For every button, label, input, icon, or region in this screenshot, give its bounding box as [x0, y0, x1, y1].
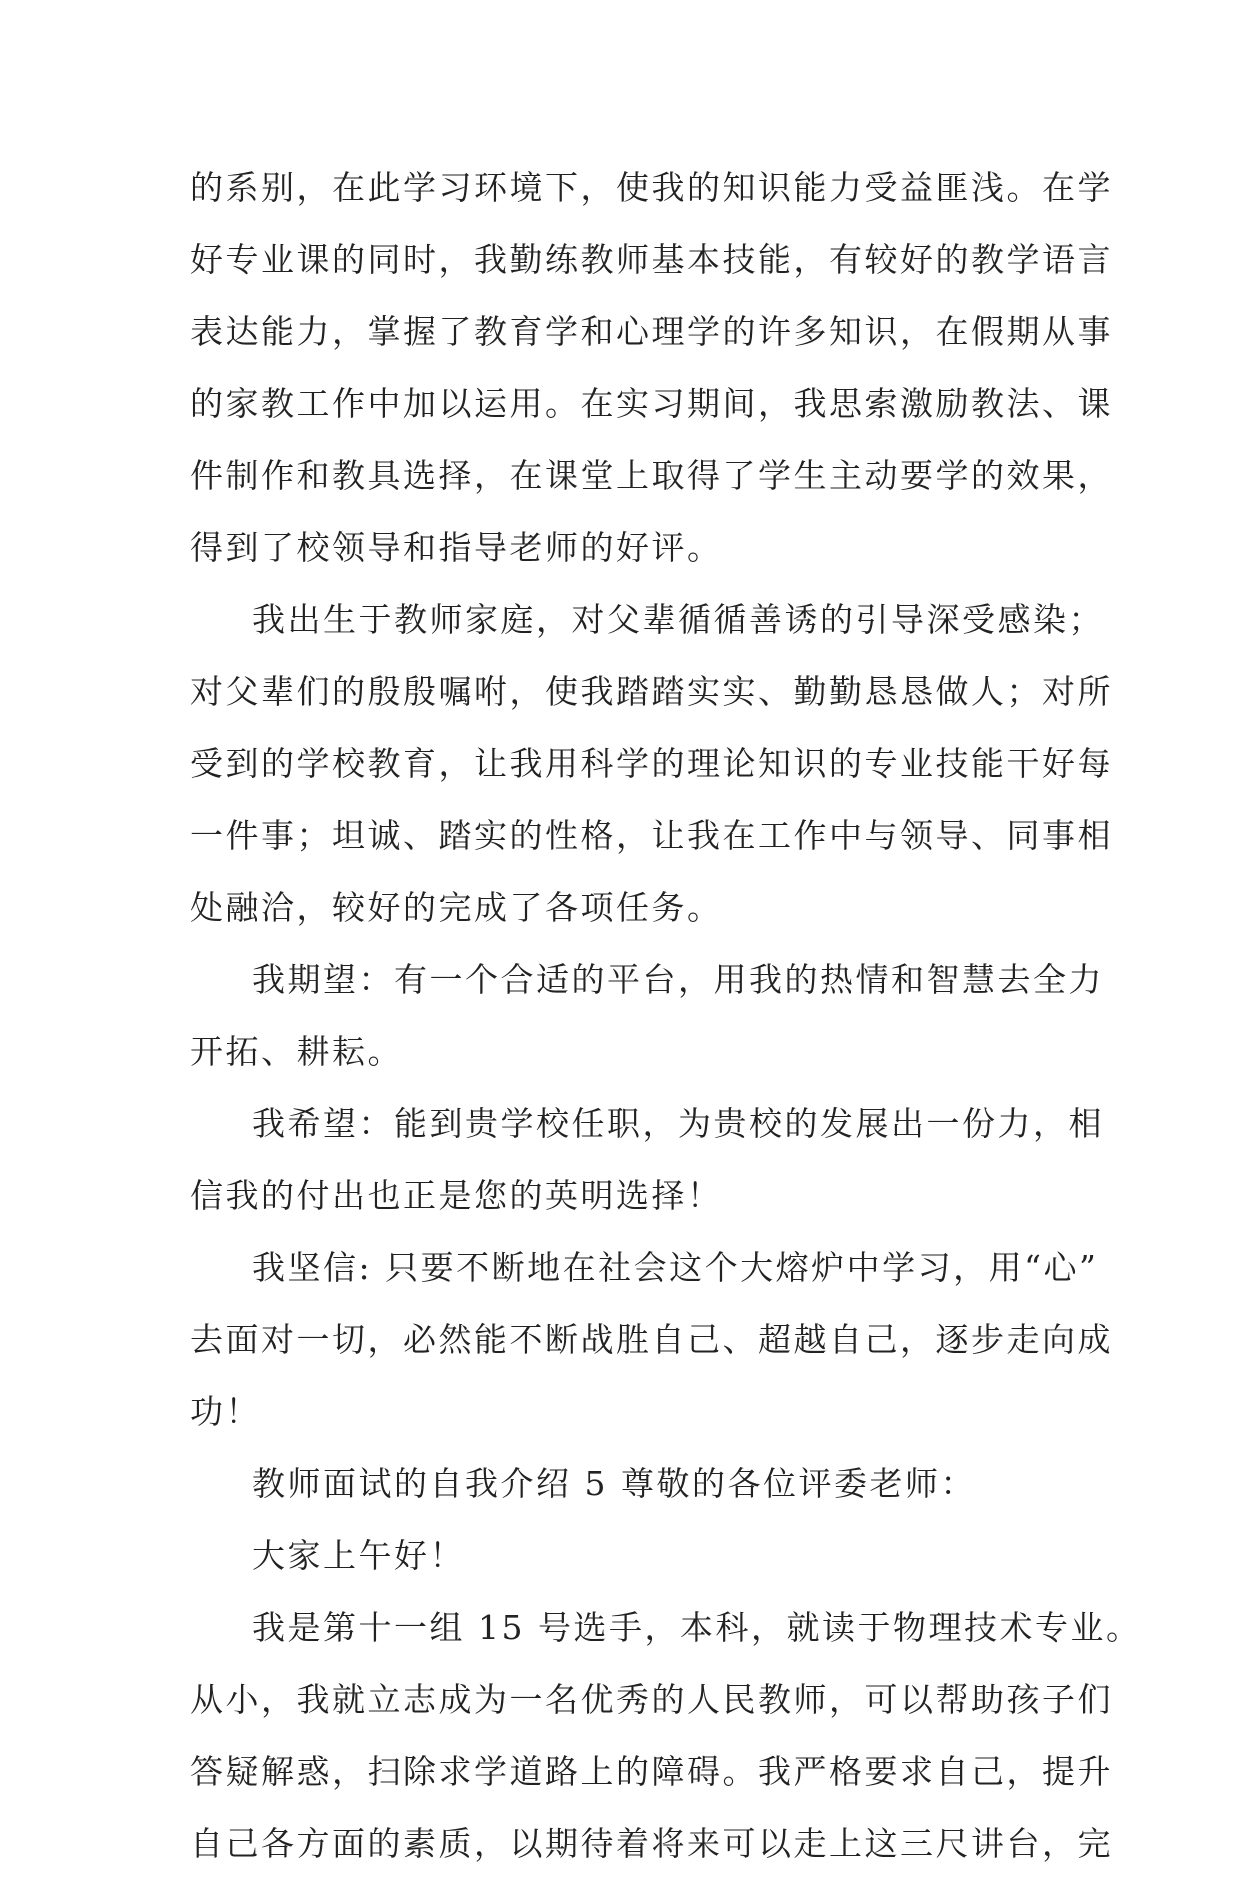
section-heading: 教师面试的自我介绍 5 尊敬的各位评委老师：: [252, 1464, 976, 1503]
paragraph-expectation: [190, 944, 1104, 1088]
text-line: 件制作和教具选择，在课堂上取得了学生主动要学的效果，: [190, 456, 1113, 495]
paragraph-study-experience: [190, 152, 1113, 584]
text-line: 功！: [190, 1392, 261, 1431]
paragraph-section-heading: [190, 1448, 1060, 1520]
paragraph-belief: [190, 1232, 1113, 1448]
text-line: 的家教工作中加以运用。在实习期间，我思索激励教法、课: [190, 384, 1113, 423]
document-body: [190, 152, 1142, 1880]
text-line: 表达能力，掌握了教育学和心理学的许多知识，在假期从事: [190, 312, 1113, 351]
text-line: 信我的付出也正是您的英明选择！: [190, 1176, 723, 1215]
paragraph-self-introduction: [190, 1592, 1142, 1880]
text-line: 自己各方面的素质，以期待着将来可以走上这三尺讲台，完: [190, 1824, 1113, 1863]
text-line: 答疑解惑，扫除求学道路上的障碍。我严格要求自己，提升: [190, 1752, 1113, 1791]
text-line: 从小，我就立志成为一名优秀的人民教师，可以帮助孩子们: [190, 1680, 1113, 1719]
text-line: 对父辈们的殷殷嘱咐，使我踏踏实实、勤勤恳恳做人；对所: [190, 672, 1113, 711]
paragraph-family-background: [190, 584, 1113, 944]
text-line: 我希望：能到贵学校任职，为贵校的发展出一份力，相: [252, 1104, 1104, 1143]
text-line: 我出生于教师家庭，对父辈循循善诱的引导深受感染；: [252, 600, 1104, 639]
text-line: 的系别，在此学习环境下，使我的知识能力受益匪浅。在学: [190, 168, 1113, 207]
text-line: 一件事；坦诚、踏实的性格，让我在工作中与领导、同事相: [190, 816, 1113, 855]
text-line: 去面对一切，必然能不断战胜自己、超越自己，逐步走向成: [190, 1320, 1113, 1359]
text-line: 处融洽，较好的完成了各项任务。: [190, 888, 723, 927]
text-line: 我期望：有一个合适的平台，用我的热情和智慧去全力: [252, 960, 1104, 999]
text-line: 开拓、耕耘。: [190, 1032, 403, 1071]
greeting: 大家上午好！: [252, 1536, 465, 1575]
text-line: 受到的学校教育，让我用科学的理论知识的专业技能干好每: [190, 744, 1113, 783]
paragraph-hope: [190, 1088, 1104, 1232]
text-line: 我坚信: 只要不断地在社会这个大熔炉中学习，用“心”: [252, 1248, 1099, 1287]
paragraph-greeting: [190, 1520, 1060, 1592]
text-line: 得到了校领导和指导老师的好评。: [190, 528, 723, 567]
text-line: 好专业课的同时，我勤练教师基本技能，有较好的教学语言: [190, 240, 1113, 279]
text-line: 我是第十一组 15 号选手，本科，就读于物理技术专业。: [252, 1608, 1142, 1647]
